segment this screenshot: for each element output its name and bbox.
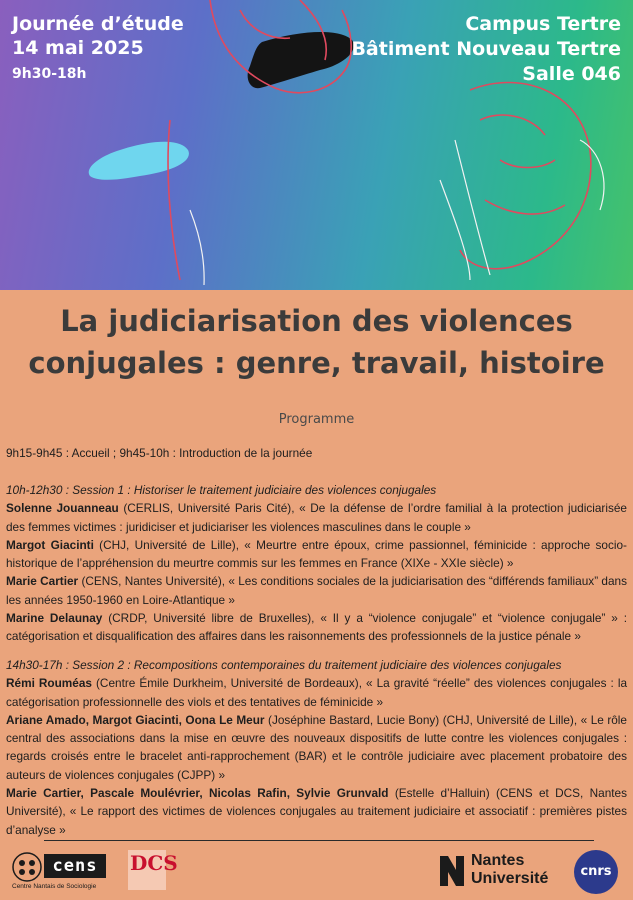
location-building: Bâtiment Nouveau Tertre	[351, 38, 621, 60]
talk-item	[6, 499, 627, 536]
session-1	[6, 481, 627, 646]
cnrs-logo: cnrs	[574, 850, 618, 894]
talk-speaker: Marie Cartier	[6, 574, 79, 589]
opening-slot: 9h15-9h45 : Accueil ; 9h45-10h : Introduction de la journée	[6, 446, 313, 460]
talk-item	[6, 609, 627, 646]
cens-mark-icon	[12, 852, 42, 882]
location-campus: Campus Tertre	[465, 13, 621, 35]
cens-logo	[12, 852, 108, 894]
talk-item	[6, 572, 627, 609]
title-line-1: La judiciarisation des violences	[60, 304, 573, 338]
black-brush-stroke	[248, 32, 354, 88]
event-location-block	[351, 12, 621, 87]
event-type: Journée d’étude	[12, 13, 184, 35]
nantes-mark-icon	[438, 854, 466, 888]
talk-details: (Centre Émile Durkheim, Université de Bordeaux), « La gravité “réelle” des violences conjugales : la catégorisation professionnelle des viols et des tentatives de féminicide »	[6, 676, 628, 709]
talk-speaker: Margot Giacinti	[6, 537, 94, 552]
talk-details: (CENS, Nantes Université), « Les conditions sociales de la judiciarisation des “différends familiaux” dans les années 1950-1960 en Loire-Atlantique »	[6, 574, 627, 607]
nantes-name-line-1: Nantes	[471, 852, 525, 869]
nantes-wordmark	[471, 852, 548, 888]
talk-speaker: Marine Delaunay	[6, 611, 103, 626]
dcs-logo	[128, 850, 178, 890]
talk-item	[6, 536, 627, 573]
event-date-block	[12, 12, 184, 85]
talk-item	[6, 674, 627, 711]
footer-divider	[44, 840, 594, 841]
talk-details: (Joséphine Bastard, Lucie Bony) (CHJ, Université de Lille), « Le rôle central des associations dans la mise en œuvre des nouveaux dispositifs de lutte contre les violences conjugales : regards croisés entre le bracelet anti-rapprochement (BAR) et le contrôle judiciaire avec placement probatoire des auteurs de violences conjugales (CJPP) »	[6, 712, 627, 782]
talk-speaker: Rémi Rouméas	[6, 676, 92, 691]
programme-heading: Programme	[278, 412, 355, 427]
location-room: Salle 046	[522, 63, 621, 85]
talk-speaker: Ariane Amado, Margot Giacinti, Oona Le Meur	[6, 712, 265, 727]
dcs-wordmark: DCS	[130, 851, 178, 875]
session-2-heading: 14h30-17h : Session 2 : Recompositions contemporaines du traitement judiciaire des violences conjugales	[6, 658, 562, 672]
session-1-heading: 10h-12h30 : Session 1 : Historiser le traitement judiciaire des violences conjugales	[6, 483, 437, 497]
talk-speaker: Solenne Jouanneau	[6, 501, 119, 516]
cens-wordmark: cens	[44, 854, 106, 878]
face-highlights	[190, 140, 604, 285]
talk-details: (CHJ, Université de Lille), « Meurtre entre époux, crime passionnel, féminicide : approche socio-historique de l’appréhension du meurtre commis sur les femmes en France (XIXe - XXIe siècle) »	[6, 537, 627, 571]
blue-brush-stroke	[89, 142, 189, 180]
talk-item	[6, 711, 627, 784]
event-hours: 9h30-18h	[12, 66, 87, 82]
cens-subtitle: Centre Nantais de Sociologie	[12, 883, 97, 890]
talk-item	[6, 784, 627, 839]
nantes-name-line-2: Université	[471, 870, 549, 887]
event-date: 14 mai 2025	[12, 37, 144, 59]
session-2	[6, 656, 627, 839]
talk-details: (Estelle d’Halluin) (CENS et DCS, Nantes Université), « Le rapport des victimes de violences conjugales au traitement judiciaire et associatif : premières pistes d’analyse »	[6, 786, 627, 837]
talk-details: (CRDP, Université libre de Bruxelles), « Il y a “violence conjugale” et “violence conjugale” » : catégorisation et disqualification des affaires dans les raisonnements des professionnels de la justice pénale »	[6, 611, 627, 644]
nantes-universite-logo	[438, 852, 568, 892]
page-title	[0, 300, 633, 384]
title-line-2: conjugales : genre, travail, histoire	[28, 346, 605, 380]
talk-details: (CERLIS, Université Paris Cité), « De la défense de l’ordre familial à la protection judiciarisée des femmes victimes : juridiciser et judiciariser les violences masculines dans le couple »	[6, 501, 627, 534]
talk-speaker: Marie Cartier, Pascale Moulévrier, Nicolas Rafin, Sylvie Grunvald	[6, 786, 389, 801]
header-banner	[0, 0, 633, 290]
